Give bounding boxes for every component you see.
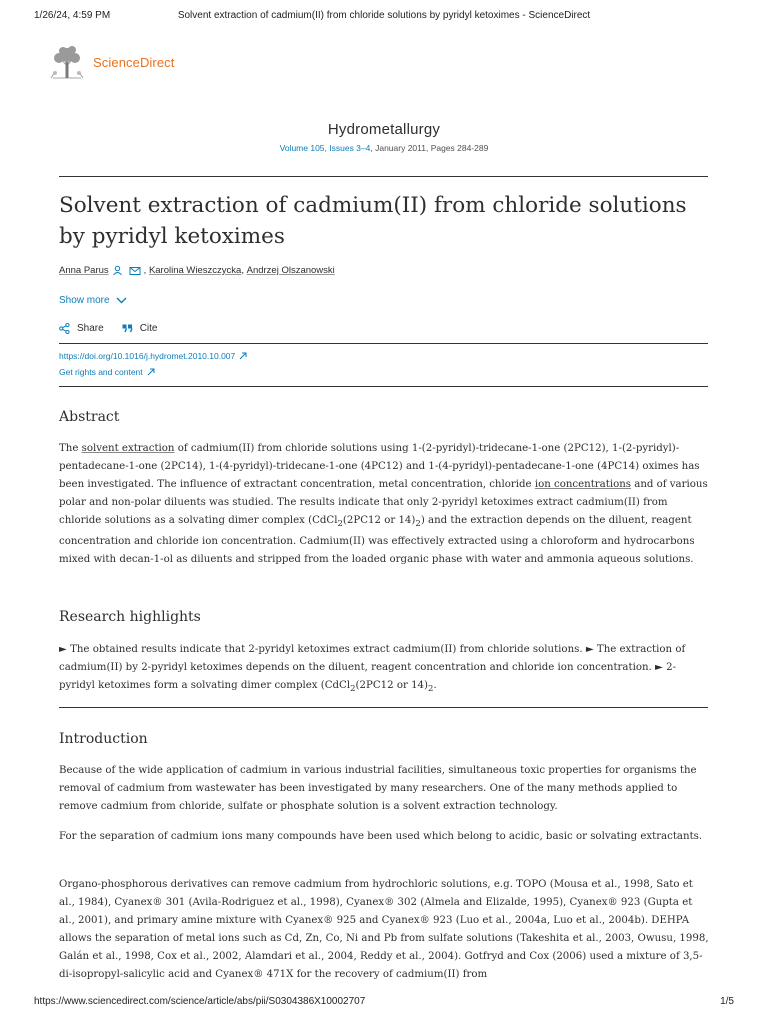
chevron-down-icon [116, 297, 127, 304]
author-link[interactable]: Anna Parus [59, 265, 109, 276]
ion-concentrations-link[interactable]: ion concentrations [534, 479, 632, 490]
subscript: 2 [428, 684, 434, 695]
text: The [59, 443, 82, 454]
sciencedirect-logo[interactable] [47, 42, 175, 82]
abstract-heading: Abstract [59, 409, 120, 425]
show-more-button[interactable] [59, 295, 127, 306]
show-more-label: Show more [59, 295, 110, 306]
author-link[interactable]: Andrzej Olszanowski [246, 265, 335, 276]
volume-link[interactable]: Volume 105, Issues 3–4 [279, 143, 371, 153]
brand-name: ScienceDirect [93, 54, 175, 70]
introduction-heading: Introduction [59, 731, 148, 747]
print-footer [34, 996, 734, 1010]
doi-link[interactable] [59, 351, 247, 361]
share-label: Share [77, 323, 104, 334]
share-button[interactable] [59, 323, 104, 334]
rights-link[interactable] [59, 367, 155, 377]
print-url: https://www.sciencedirect.com/science/article/abs/pii/S0304386X10002707 [34, 996, 366, 1007]
quote-icon [122, 324, 133, 333]
divider [59, 176, 708, 177]
external-link-icon [147, 368, 155, 376]
highlights-paragraph [59, 641, 711, 698]
intro-paragraph: Organo-phosphorous derivatives can remove cadmium from hydrochloric solutions, e.g. TOPO (Mousa et al., 1998, Sato et al., 1984), Cyanex® 301 (Avila-Rodriguez et al., 1998), Cyanex® 302 (Almela and Elizalde, 1995), Cyanex® 923 (Gupta et al., 2001), and primary amine mixture with Cyanex® 925 and Cyanex® 923 (Luo et al., 2004a, Luo et al., 2004b). DEHPA allows the separation of metal ions such as Cd, Zn, Co, Ni and Pb from sulfate solutions (Takeshita et al., 2003, Owusu, 1998, Galán et al., 1998, Cox et al., 2002, Alamdari et al., 2004, Reddy et al., 2004). Gotfryd and Cox (2006) used a mixture of 3,5-di-isopropyl-salicylic acid and Cyanex® 471X for the recovery of cadmium(II) from [59, 879, 709, 980]
text: of cadmium(II) from chloride solutions using 1-(2-pyridyl)-tridecane-1-one (2PC12), 1-(2-pyridyl)-pentadecane-1-one (2PC14), 1-(4-pyridyl)-tridecane-1-one (4PC12) and 1-(4-pyridyl)-pentadecane-1-one (4PC14) oximes has been investigated. The influence of extractant concentration, metal concentration, chloride [59, 443, 700, 490]
text: (2PC12 or 14) [355, 680, 429, 691]
print-page-title: Solvent extraction of cadmium(II) from chloride solutions by pyridyl ketoximes - ScienceDirect [177, 10, 591, 21]
text: ► The obtained results indicate that 2-pyridyl ketoximes extract cadmium(II) from chloride solutions. ► The extraction of cadmium(II) by 2-pyridyl ketoximes depends on the diluent, reagent concentration and chloride ion concentration. ► 2-pyridyl ketoximes form a solvating dimer complex (CdCl [59, 644, 686, 691]
external-link-icon [239, 352, 247, 360]
author-list [59, 265, 335, 276]
text: ) and the extraction depends on the diluent, reagent concentration and chloride ion concentration. Cadmium(II) was effectively extracted using a chloroform and hydrocarbons mixed with decan-1-ol as diluents and stripped from the loaded organic phase with water and ammonia aqueous solutions. [59, 515, 695, 566]
email-icon[interactable] [129, 266, 141, 276]
intro-paragraph: For the separation of cadmium ions many compounds have been used which belong to acidic, basic or solvating extractants. [59, 831, 703, 842]
subscript: 2 [415, 519, 421, 530]
divider [59, 343, 708, 344]
author-separator: , [241, 265, 244, 276]
abstract-paragraph [59, 440, 711, 569]
subscript: 2 [350, 684, 356, 695]
volume-details: , January 2011, Pages 284-289 [370, 143, 489, 153]
cite-button[interactable] [122, 323, 158, 334]
volume-info [0, 143, 768, 153]
print-datetime: 1/26/24, 4:59 PM [34, 10, 111, 21]
divider [59, 707, 708, 708]
author-link[interactable]: Karolina Wieszczycka [148, 265, 242, 276]
text: . [433, 680, 437, 691]
subscript: 2 [337, 519, 343, 530]
text: (2PC12 or 14) [342, 515, 416, 526]
person-icon[interactable] [112, 265, 123, 276]
intro-paragraph: Because of the wide application of cadmium in various industrial facilities, simultaneous toxic properties for organisms the removal of cadmium from wastewater has been investigated by many researchers. One of the many methods applied to remove cadmium from chloride, sulfate or phosphate solution is a solvent extraction technology. [59, 765, 697, 812]
highlights-heading: Research highlights [59, 609, 201, 625]
article-actions [59, 323, 175, 334]
rights-text: Get rights and content [59, 367, 143, 377]
print-page-number: 1/5 [720, 996, 734, 1007]
divider [59, 386, 708, 387]
print-header [34, 10, 734, 24]
share-icon [59, 323, 70, 334]
cite-label: Cite [139, 323, 158, 334]
article-title: Solvent extraction of cadmium(II) from chloride solutions by pyridyl ketoximes [59, 193, 687, 249]
doi-text: https://doi.org/10.1016/j.hydromet.2010.10.007 [59, 351, 236, 361]
elsevier-tree-icon [47, 44, 87, 80]
journal-name[interactable]: Hydrometallurgy [327, 121, 441, 138]
author-separator: , [143, 265, 147, 276]
text: and of various polar and non-polar diluents was studied. The results indicate that only 2-pyridyl ketoximes extract cadmium(II) from chloride solutions as a solvating dimer complex (CdCl [59, 479, 708, 526]
solvent-extraction-link[interactable]: solvent extraction [81, 443, 175, 454]
